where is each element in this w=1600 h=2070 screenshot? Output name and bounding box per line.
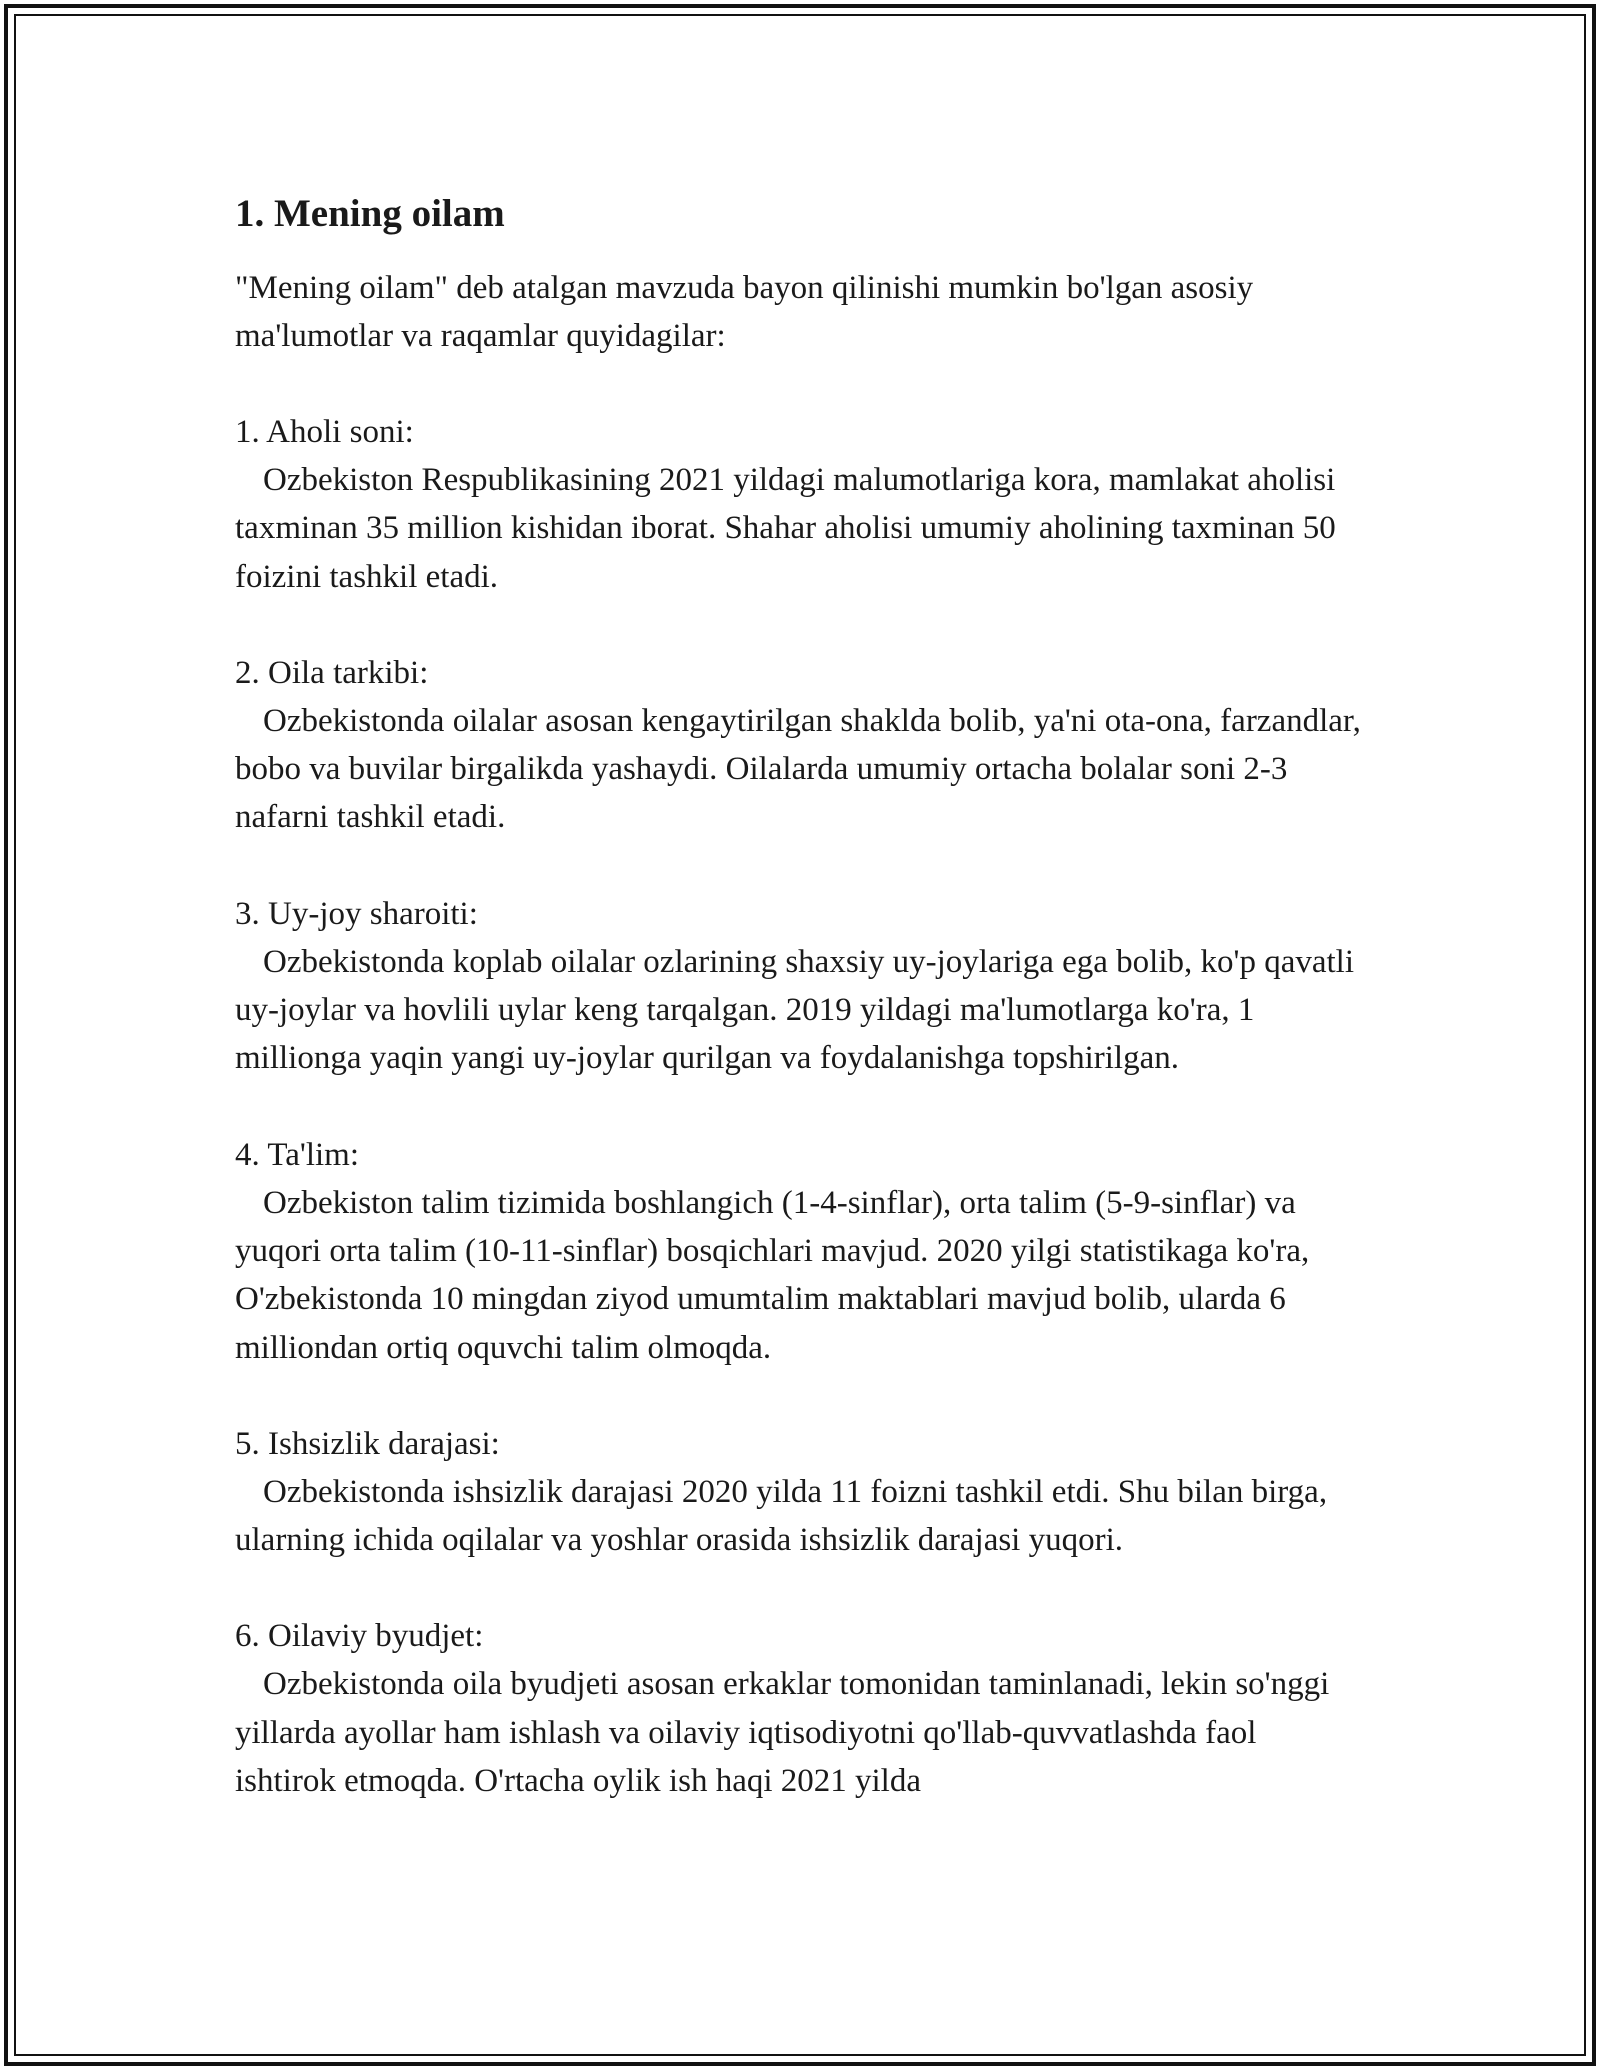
section-title: 5. Ishsizlik darajasi: <box>235 1425 500 1462</box>
section-body: Ozbekistonda koplab oilalar ozlarining shaxsiy uy-joylariga ega bolib, ko'p qavatli uy-joylar va hovlili uylar keng tarqalgan. 2019 yildagi ma'lumotlarga ko'ra, 1 millionga yaqin yangi uy-joylar qurilgan va foydalanishga topshirilgan. <box>235 943 1354 1077</box>
section-body: Ozbekistonda oilalar asosan kengaytirilgan shaklda bolib, ya'ni ota-ona, farzandlar, bobo va buvilar birgalikda yashaydi. Oilalarda umumiy ortacha bolalar soni 2-3 nafarni tashkil etadi. <box>235 702 1361 836</box>
section-title: 1. Aholi soni: <box>235 414 414 450</box>
section-unemployment <box>235 1420 1365 1565</box>
section-title: 4. Ta'lim: <box>235 1136 360 1173</box>
section-family-budget <box>235 1612 1365 1805</box>
section-education <box>235 1131 1365 1372</box>
document-heading: 1. Mening oilam <box>235 192 505 235</box>
section-body: Ozbekiston Respublikasining 2021 yildagi malumotlariga kora, mamlakat aholisi taxminan 35 million kishidan iborat. Shahar aholisi umumiy aholining taxminan 50 foizini tashkil etadi. <box>235 462 1336 595</box>
section-family-structure <box>235 649 1365 842</box>
section-body: Ozbekistonda ishsizlik darajasi 2020 yilda 11 foizni tashkil etdi. Shu bilan birga, ularning ichida oqilalar va yoshlar orasida ishsizlik darajasi yuqori. <box>235 1473 1328 1559</box>
section-body: Ozbekiston talim tizimida boshlangich (1-4-sinflar), orta talim (5-9-sinflar) va yuqori orta talim (10-11-sinflar) bosqichlari mavjud. 2020 yilgi statistikaga ko'ra, O'zbekistonda 10 mingdan ziyod umumtalim maktablari mavjud bolib, ularda 6 milliondan ortiq oquvchi talim olmoqda. <box>235 1184 1310 1366</box>
section-body: Ozbekistonda oila byudjeti asosan erkaklar tomonidan taminlanadi, lekin so'nggi yillarda ayollar ham ishlash va oilaviy iqtisodiyotni qo'llab-quvvatlashda faol ishtirok etmoqda. O'rtacha oylik ish haqi 2021 yilda <box>235 1666 1330 1800</box>
section-title: 2. Oila tarkibi: <box>235 654 429 691</box>
section-housing <box>235 890 1365 1083</box>
document-body <box>235 186 1365 1853</box>
intro-paragraph: "Mening oilam" deb atalgan mavzuda bayon qilinishi mumkin bo'lgan asosiy ma'lumotlar va raqamlar quyidagilar: <box>235 270 1254 354</box>
section-title: 3. Uy-joy sharoiti: <box>235 895 478 932</box>
section-population <box>235 408 1365 601</box>
section-title: 6. Oilaviy byudjet: <box>235 1618 484 1655</box>
